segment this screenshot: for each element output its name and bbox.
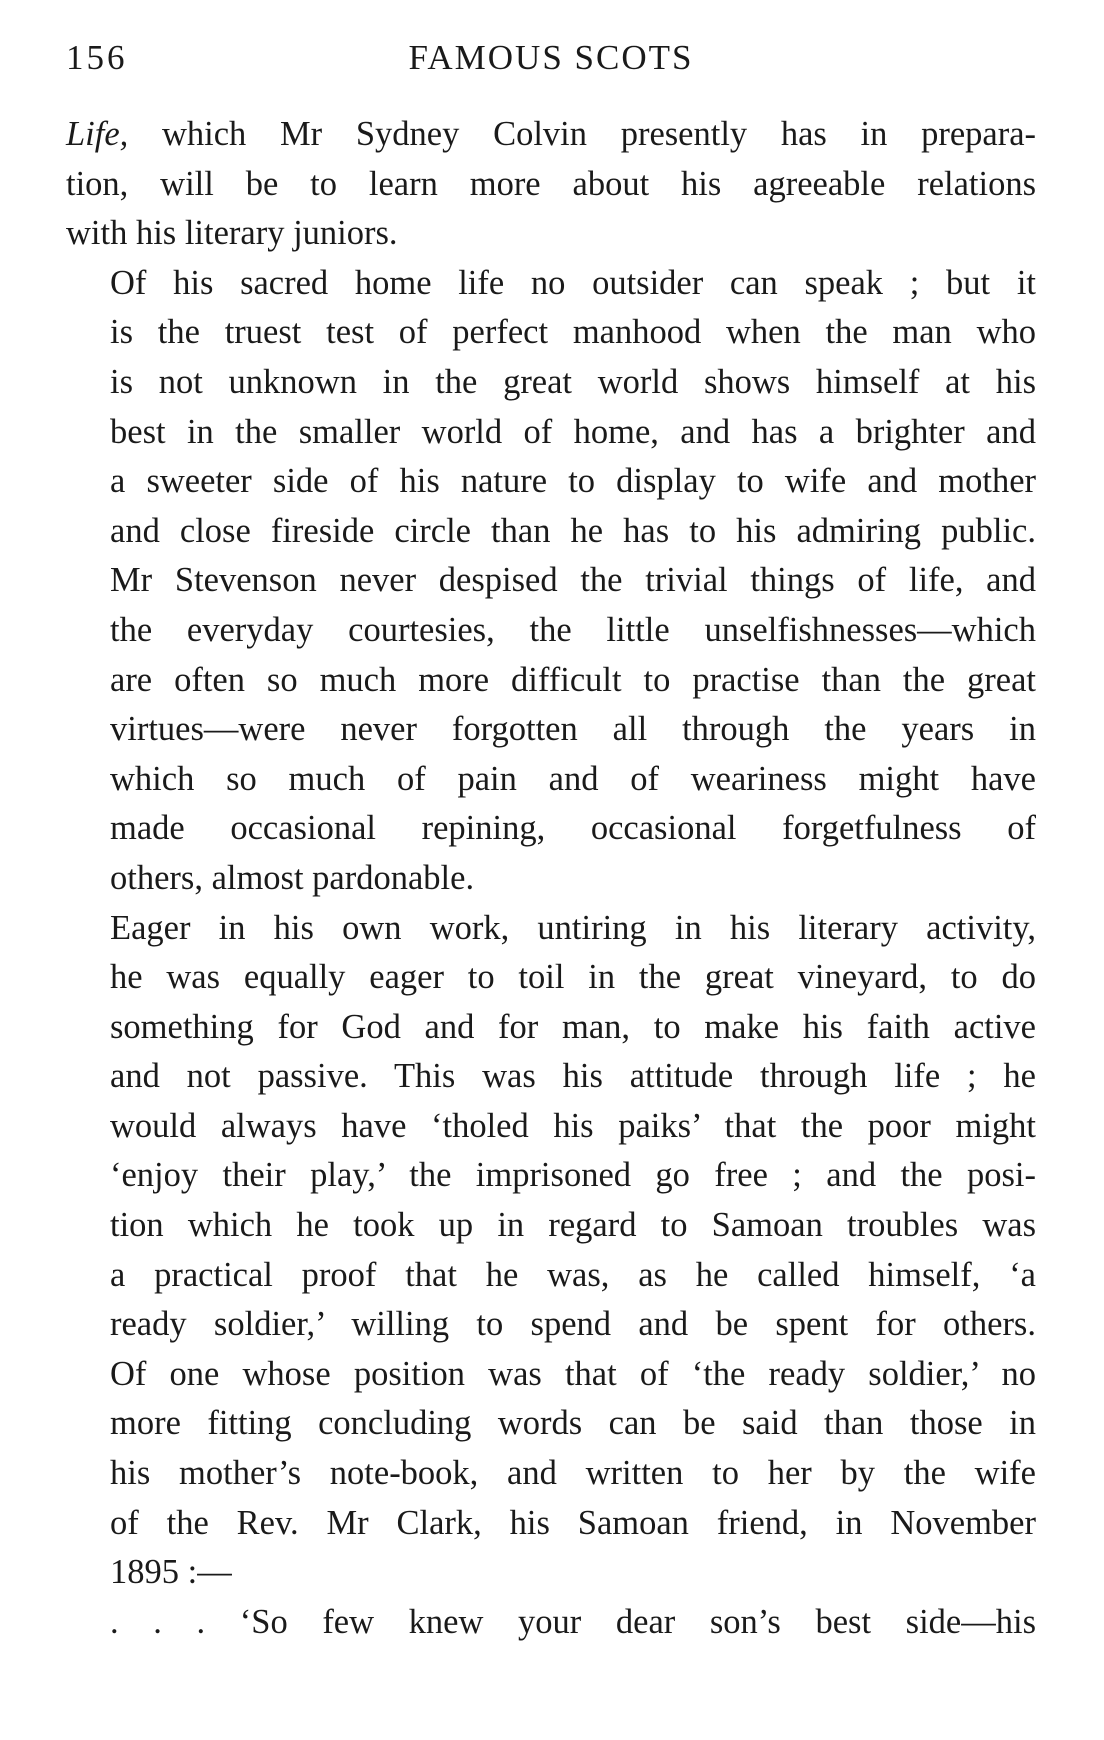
text-line [66,1499,1036,1549]
text-line [66,953,1036,1003]
text-line [66,457,1036,507]
line-text: the everyday courtesies, the little unselfishnesses—which [110,610,1036,649]
line-text: best in the smaller world of home, and has a brighter and [110,412,1036,451]
text-line [66,259,1036,309]
line-text: 1895 :— [110,1553,232,1592]
text-line [66,904,1036,954]
text-line [66,656,1036,706]
text-line [66,507,1036,557]
line-text: tion, will be to learn more about his agreeable relations [66,164,1036,203]
line-text: virtues—were never forgotten all through the years in [110,710,1036,749]
paragraph [66,904,1036,1598]
line-text: his mother’s note-book, and written to her by the wife [110,1454,1036,1493]
line-text: ready soldier,’ willing to spend and be spent for others. [110,1305,1036,1344]
body-text [66,110,1036,1647]
text-line [66,705,1036,755]
text-line [66,1350,1036,1400]
text-line [66,1003,1036,1053]
line-text: more fitting concluding words can be said than those in [110,1404,1036,1443]
line-text: a practical proof that he was, as he called himself, ‘a [110,1255,1036,1294]
line-text: he was equally eager to toil in the great vineyard, to do [110,958,1036,997]
line-text: are often so much more difficult to practise than the great [110,660,1036,699]
line-text: and not passive. This was his attitude through life ; he [110,1057,1036,1096]
line-text: tion which he took up in regard to Samoan troubles was [110,1206,1036,1245]
italic-title: Life, [66,115,129,153]
line-text: is not unknown in the great world shows himself at his [110,362,1036,401]
running-title: FAMOUS SCOTS [408,38,694,77]
text-line [66,755,1036,805]
line-text: Mr Stevenson never despised the trivial things of life, and [110,561,1036,600]
text-line [66,308,1036,358]
text-line [66,1399,1036,1449]
text-line [66,209,1036,259]
text-line [66,110,1036,160]
paragraph [66,1598,1036,1648]
text-line [66,1251,1036,1301]
line-text: made occasional repining, occasional forgetfulness of [110,809,1036,848]
line-text: is the truest test of perfect manhood when the man who [110,313,1036,352]
text-line [66,804,1036,854]
line-text: and close fireside circle than he has to his admiring public. [110,511,1036,550]
running-head [66,30,1036,86]
line-text: Eager in his own work, untiring in his literary activity, [110,908,1036,947]
text-line [66,1598,1036,1648]
text-line [66,1300,1036,1350]
line-text: would always have ‘tholed his paiks’ that the poor might [110,1106,1036,1145]
text-line [66,1052,1036,1102]
page-number: 156 [66,38,128,77]
line-text: . . . ‘So few knew your dear son’s best side—his [110,1602,1036,1641]
line-text: Of one whose position was that of ‘the ready soldier,’ no [110,1354,1036,1393]
text-line [66,1151,1036,1201]
text-line [66,556,1036,606]
line-text: which so much of pain and of weariness might have [110,759,1036,798]
line-text: which Mr Sydney Colvin presently has in prepara- [128,115,1036,153]
text-line [66,1102,1036,1152]
paragraph [66,259,1036,904]
line-text: others, almost pardonable. [110,858,475,897]
text-line [66,1201,1036,1251]
line-text: a sweeter side of his nature to display to wife and mother [110,462,1036,501]
paragraph [66,110,1036,259]
text-line [66,854,1036,904]
line-text: with his literary juniors. [66,214,398,253]
text-line [66,160,1036,210]
text-line [66,408,1036,458]
line-text: of the Rev. Mr Clark, his Samoan friend, in November [110,1503,1036,1542]
book-page [66,30,1036,1647]
text-line [66,1548,1036,1598]
text-line [66,606,1036,656]
line-text: Of his sacred home life no outsider can speak ; but it [110,263,1036,302]
text-line [66,1449,1036,1499]
text-line [66,358,1036,408]
line-text: ‘enjoy their play,’ the imprisoned go free ; and the posi- [110,1156,1036,1195]
line-text: something for God and for man, to make his faith active [110,1007,1036,1046]
